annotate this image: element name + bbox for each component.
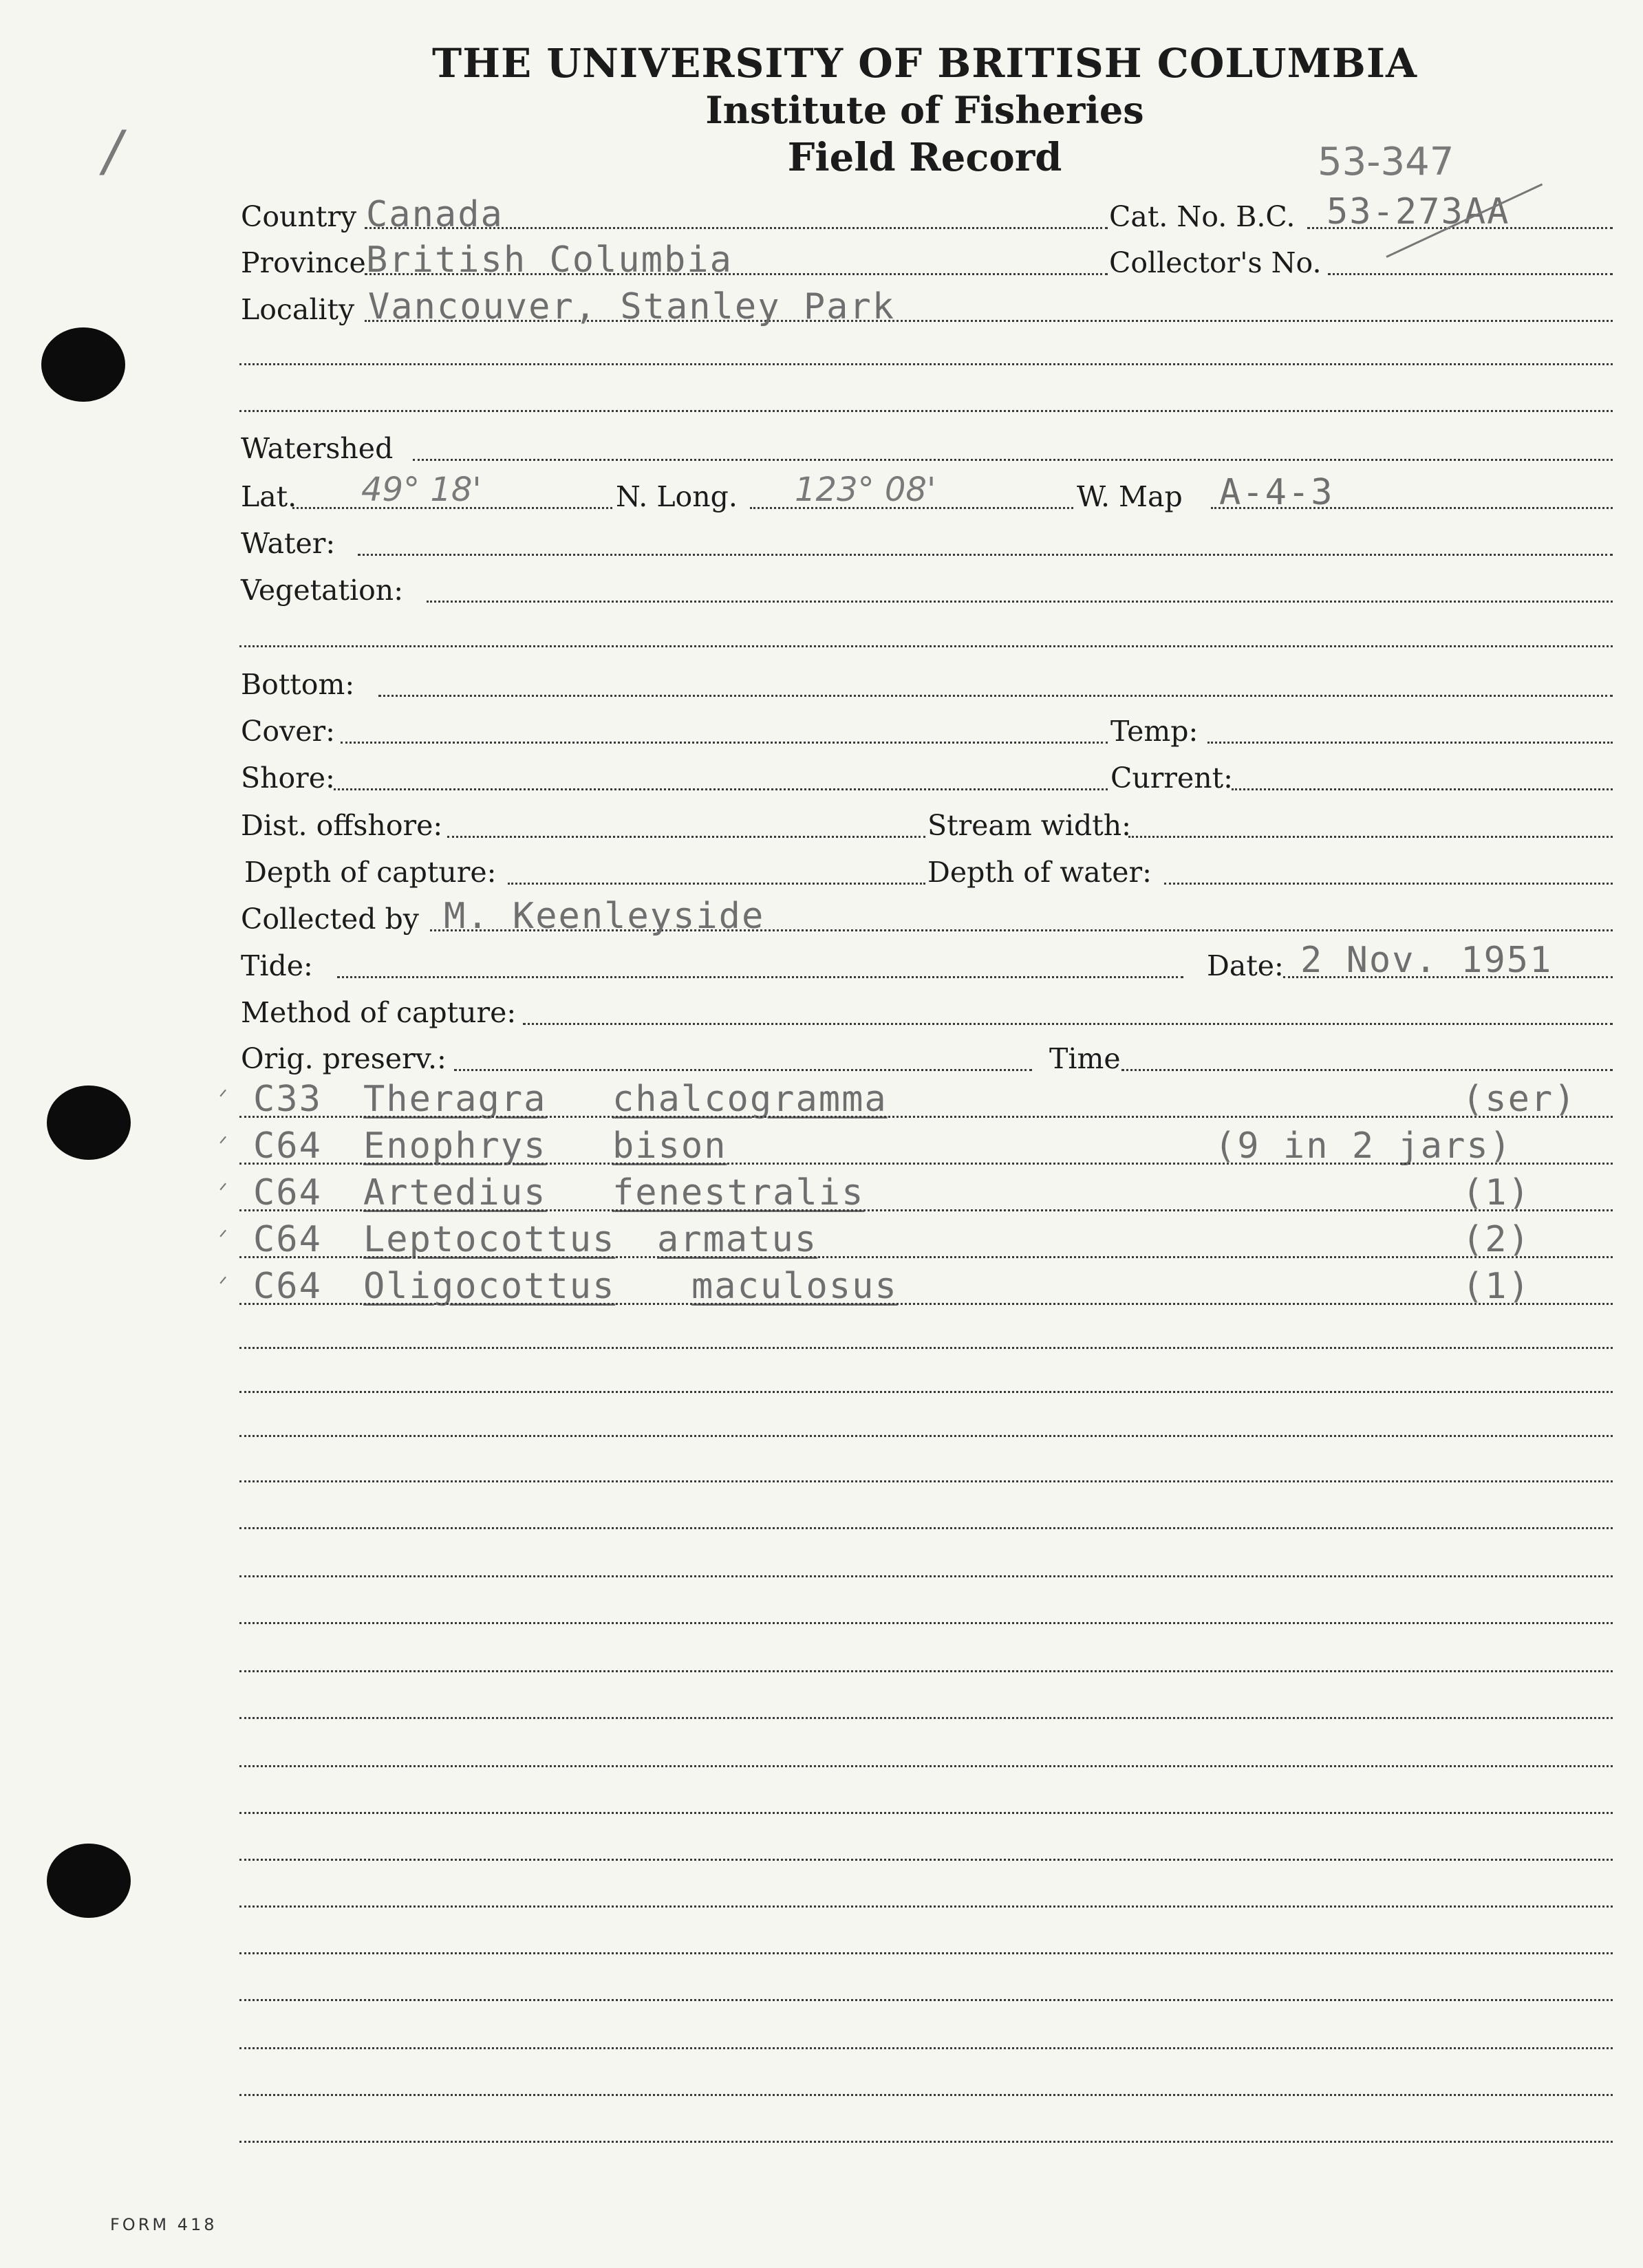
blank-line xyxy=(239,1952,1613,1954)
map-value: A-4-3 xyxy=(1219,472,1334,513)
specimen-code: C64 xyxy=(253,1172,322,1213)
cat-no-old-value: 53-273AA xyxy=(1327,191,1510,233)
time-label: Time xyxy=(1049,1042,1121,1075)
punch-hole-top xyxy=(41,327,125,402)
vegetation-line xyxy=(427,601,1613,603)
method-label: Method of capture: xyxy=(241,996,517,1029)
specimen-line xyxy=(239,1116,1613,1118)
blank-line xyxy=(239,1717,1613,1719)
specimen-species: bison xyxy=(612,1125,727,1167)
university-title: THE UNIVERSITY OF BRITISH COLUMBIA xyxy=(432,40,1417,87)
water-label: Water: xyxy=(241,527,336,560)
current-line xyxy=(1232,788,1613,790)
specimen-count: (2) xyxy=(1462,1219,1531,1260)
tide-label: Tide: xyxy=(241,949,313,982)
specimen-code: C64 xyxy=(253,1125,322,1167)
country-value: Canada xyxy=(366,194,504,235)
province-value: British Columbia xyxy=(366,239,733,281)
cat-no-new-value: 53-347 xyxy=(1318,140,1454,184)
specimen-species: fenestralis xyxy=(612,1172,865,1213)
blank-line xyxy=(239,1435,1613,1437)
blank-line xyxy=(239,1622,1613,1624)
method-line xyxy=(523,1023,1613,1025)
time-line xyxy=(1121,1069,1613,1071)
date-label: Date: xyxy=(1207,949,1284,982)
shore-line xyxy=(334,788,1108,790)
lat-value: 49° 18' xyxy=(361,471,482,509)
locality-line-2 xyxy=(239,363,1613,365)
cover-line xyxy=(341,742,1108,744)
blank-line xyxy=(239,1575,1613,1577)
depth-water-label: Depth of water: xyxy=(927,856,1152,889)
orig-preserv-line xyxy=(454,1069,1032,1071)
blank-line xyxy=(239,1391,1613,1393)
date-value: 2 Nov. 1951 xyxy=(1300,940,1553,981)
stream-width-line xyxy=(1128,836,1613,838)
blank-line xyxy=(239,1905,1613,1908)
specimen-genus: Artedius xyxy=(363,1172,547,1213)
cover-label: Cover: xyxy=(241,715,335,748)
collected-by-label: Collected by xyxy=(241,903,419,936)
watershed-line xyxy=(413,459,1613,461)
check-mark: ᐟ xyxy=(219,1086,228,1110)
w-map-label: W. Map xyxy=(1077,480,1183,513)
collectors-no-label: Collector's No. xyxy=(1109,246,1322,279)
orig-preserv-label: Orig. preserv.: xyxy=(241,1042,447,1075)
water-line xyxy=(358,554,1613,556)
watershed-label: Watershed xyxy=(241,432,394,465)
dist-offshore-label: Dist. offshore: xyxy=(241,809,443,842)
blank-line xyxy=(239,1999,1613,2001)
specimen-line xyxy=(239,1256,1613,1258)
vegetation-label: Vegetation: xyxy=(241,574,404,607)
check-mark: ᐟ xyxy=(219,1132,228,1156)
blank-line xyxy=(239,1527,1613,1529)
country-label: Country xyxy=(241,200,357,233)
locality-value: Vancouver, Stanley Park xyxy=(368,286,896,327)
specimen-genus: Theragra xyxy=(363,1079,547,1120)
depth-capture-label: Depth of capture: xyxy=(244,856,497,889)
blank-line xyxy=(239,1812,1613,1814)
n-long-label: N. Long. xyxy=(616,480,738,513)
collected-by-value: M. Keenleyside xyxy=(444,896,765,937)
check-mark: ᐟ xyxy=(219,1179,228,1203)
blank-line xyxy=(239,2094,1613,2096)
long-value: 123° 08' xyxy=(795,471,936,509)
specimen-code: C64 xyxy=(253,1219,322,1260)
specimen-count: (1) xyxy=(1462,1172,1531,1213)
locality-label: Locality xyxy=(241,293,355,326)
locality-line-3 xyxy=(239,410,1613,412)
collectors-no-line xyxy=(1328,273,1613,275)
bottom-line xyxy=(378,695,1613,697)
depth-capture-line xyxy=(508,883,925,885)
specimen-count: (1) xyxy=(1462,1266,1531,1307)
specimen-code: C64 xyxy=(253,1266,322,1307)
temp-label: Temp: xyxy=(1110,715,1199,748)
margin-check-mark: / xyxy=(103,119,122,183)
blank-line xyxy=(239,1765,1613,1767)
blank-line xyxy=(239,2141,1613,2143)
current-label: Current: xyxy=(1110,762,1233,795)
bottom-label: Bottom: xyxy=(241,668,355,701)
punch-hole-middle xyxy=(47,1086,131,1160)
stream-width-label: Stream width: xyxy=(927,809,1131,842)
specimen-line xyxy=(239,1303,1613,1305)
specimen-line xyxy=(239,1209,1613,1211)
record-type-title: Field Record xyxy=(787,135,1062,180)
specimen-genus: Oligocottus xyxy=(363,1266,616,1307)
specimen-species: maculosus xyxy=(691,1266,898,1307)
check-mark: ᐟ xyxy=(219,1273,228,1297)
specimen-line xyxy=(239,1163,1613,1165)
form-number: FORM 418 xyxy=(110,2215,217,2234)
blank-line xyxy=(239,1347,1613,1349)
blank-line xyxy=(239,1859,1613,1861)
specimen-count: (ser) xyxy=(1462,1079,1577,1120)
blank-line xyxy=(239,2047,1613,2049)
specimen-count: (9 in 2 jars) xyxy=(1214,1125,1512,1167)
vegetation-line-2 xyxy=(239,645,1613,647)
cat-no-label: Cat. No. B.C. xyxy=(1109,200,1296,233)
depth-water-line xyxy=(1164,883,1613,885)
province-label: Province xyxy=(241,246,366,279)
tide-line xyxy=(337,976,1183,978)
shore-label: Shore: xyxy=(241,762,335,795)
specimen-code: C33 xyxy=(253,1079,322,1120)
specimen-species: armatus xyxy=(657,1219,818,1260)
punch-hole-bottom xyxy=(47,1844,131,1918)
blank-line xyxy=(239,1670,1613,1672)
dist-offshore-line xyxy=(447,836,925,838)
temp-line xyxy=(1207,742,1613,744)
institute-title: Institute of Fisheries xyxy=(705,88,1144,132)
specimen-genus: Leptocottus xyxy=(363,1219,616,1260)
blank-line xyxy=(239,1480,1613,1482)
check-mark: ᐟ xyxy=(219,1226,228,1250)
specimen-species: chalcogramma xyxy=(612,1079,888,1120)
specimen-genus: Enophrys xyxy=(363,1125,547,1167)
lat-label: Lat. xyxy=(241,480,297,513)
